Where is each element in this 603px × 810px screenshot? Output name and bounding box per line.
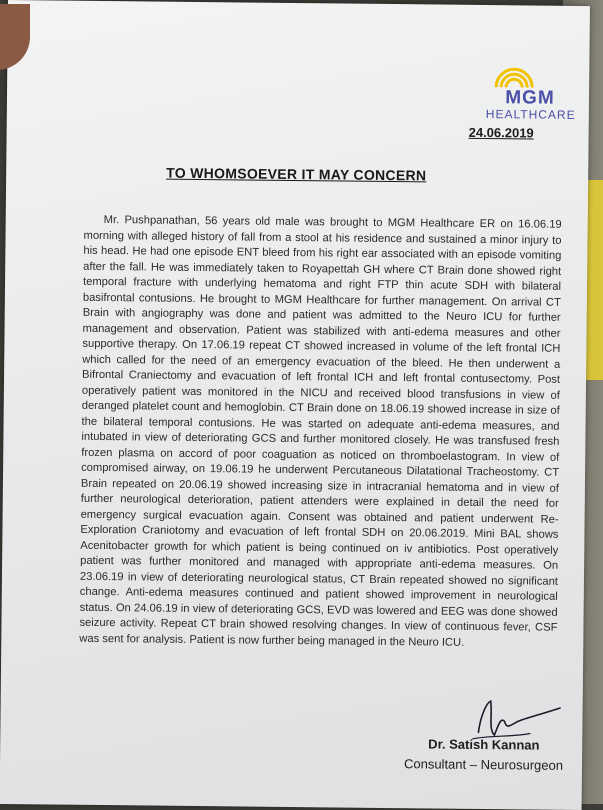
letter-title: TO WHOMSOEVER IT MAY CONCERN (166, 164, 427, 184)
body-paragraph: Mr. Pushpanathan, 56 years old male was brought to MGM Healthcare ER on 16.06.19 morning with alleged history of fall from a stool at his residence and sustained a minor injury to his head. He had one episode ENT bleed from his right ear associated with an episode vomiting after the fall. He was immediately taken to Royapettah GH where CT Brain done showed right temporal fracture with underlying hematoma and right FTP thin acute SDH with bilateral basifrontal contusions. He brought to MGM Healthcare for further management. On arrival CT Brain with angiography was done and patient was admitted to the Neuro ICU for further management and observation. Patient was stabilized with anti-edema measures and other supportive therapy. On 17.06.19 repeat CT showed increased in volume of the left frontal ICH which called for the need of an emergency evacuation of the bleed. He then underwent a Bifrontal Craniectomy and evacuation of left frontal ICH and left frontal contusectomy. Post operatively patient was monitored in the NICU and received blood transfusions in view of deranged platelet count and hemoglobin. CT Brain done on 18.06.19 showed increase in size of the bilateral temporal contusions. He was started on adequate anti-edema measures, and intubated in view of deteriorating GCS and further monitored closely. He was transfused fresh frozen plasma on accord of poor coaguation as noticed on thromboelastogram. In view of compromised airway, on 19.06.19 he underwent Percutaneous Dilatational Tracheostomy. CT Brain repeated on 20.06.19 showed increasing size in intracranial hematoma and in view of further neurological deterioration, patient attenders were explained in detail the need for emergency surgical evacuation again. Consent was obtained and patient underwent Re-Exploration Craniotomy and evacuation of left frontal SDH on 20.06.2019. Mini BAL shows Acenitobacter growth for which patient is being continued on iv antibiotics. Post operatively patient was further monitored and managed with appropriate anti-edema measures. On 23.06.19 in view of deteriorating neurological status, CT Brain repeated showed no significant change. Anti-edema measures continued and patient showed improvement in neurological status. On 24.06.19 in view of deteriorating GCS, EVD was lowered and EEG was done showed seizure activity. Repeat CT brain showed resolving changes. In view of continuous fever, CSF was sent for analysis. Patient is now further being managed in the Neuro ICU. (79, 214, 562, 649)
logo-name: MGM (505, 87, 555, 109)
logo-subtitle: HEALTHCARE (485, 107, 576, 122)
logo-arcs-icon (492, 63, 536, 89)
mgm-logo (462, 63, 576, 122)
signatory-name: Dr. Satish Kannan (428, 736, 540, 753)
signatory-role: Consultant – Neurosurgeon (403, 756, 564, 773)
letter-date: 24.06.2019 (468, 124, 534, 141)
letter-body (79, 213, 562, 652)
